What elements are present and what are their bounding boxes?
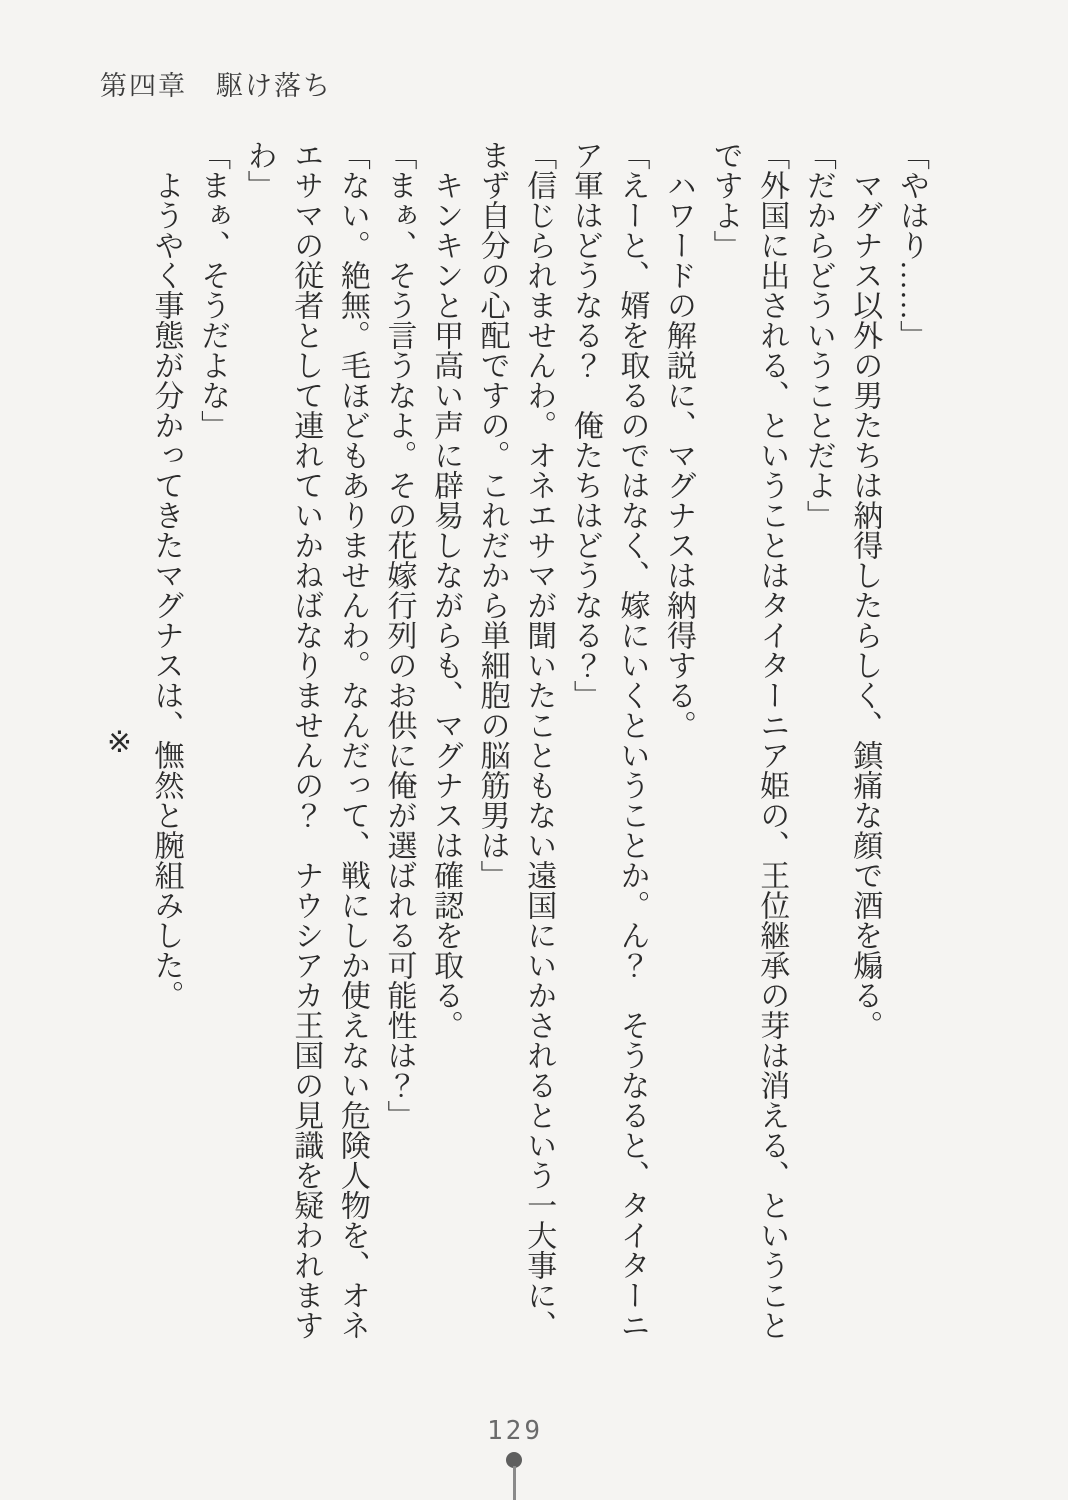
paragraph-dialogue: 「だからどういうことだよ」 [801, 140, 835, 530]
paragraph-dialogue: 「まぁ、そうだよな」 [196, 140, 230, 440]
paragraph-dialogue: 「ない。絶無。毛ほどもありませんわ。なんだって、戦にしか使えない危険人物を、オネエサマの従者として連れていかねばなりませんの？ ナウシアカ王国の見識を疑われますわ」 [242, 140, 369, 1340]
paragraph-dialogue: 「まぁ、そう言うなよ。その花嫁行列のお供に俺が選ばれる可能性は？」 [382, 140, 416, 1130]
paragraph-narration: マグナス以外の男たちは納得したらしく、鎮痛な顔で酒を煽る。 [848, 170, 882, 1040]
footer-line-marker [513, 1466, 516, 1500]
chapter-header: 第四章 駆け落ち [100, 71, 332, 101]
paragraph-dialogue: 「信じられませんわ。オネエサマが聞いたこともない遠国にいかされるという一大事に、まず自分の心配ですの。これだから単細胞の脳筋男は」 [475, 140, 556, 1340]
paragraph-scene-break: ※ [102, 725, 136, 760]
paragraph-narration: ようやく事態が分かってきたマグナスは、憮然と腕組みした。 [149, 170, 183, 1010]
paragraph-narration: ハワードの解説に、マグナスは納得する。 [662, 170, 696, 740]
paragraph-dialogue: 「やはり……」 [895, 140, 928, 350]
paragraph-dialogue: 「えーと、婿を取るのではなく、嫁にいくということか。ん？ そうなると、タイターニア軍はどうなる？ 俺たちはどうなる？」 [568, 140, 649, 1340]
text-block [95, 140, 934, 1345]
paragraph-narration: キンキンと甲高い声に辟易しながらも、マグナスは確認を取る。 [429, 170, 463, 1040]
paragraph-dialogue: 「外国に出される、ということはタイターニア姫の、王位継承の芽は消える、ということですよ」 [708, 140, 789, 1340]
page-number: 129 [487, 1416, 543, 1446]
